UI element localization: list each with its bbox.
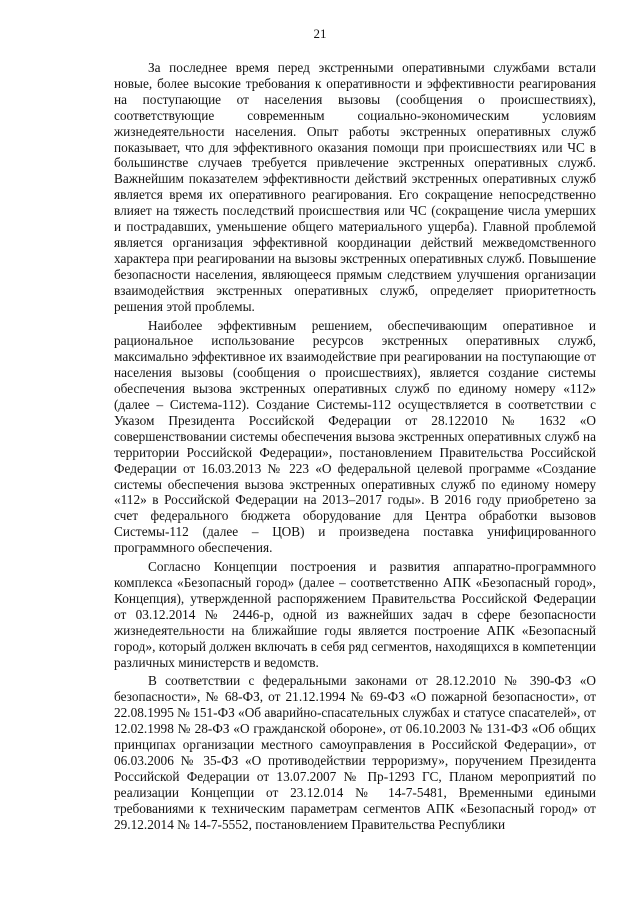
paragraph-system-112: Наиболее эффективным решением, обеспечивающим оперативное и рациональное использование ресурсов экстренных оперативных служб, максимально эффективное их взаимодействие при реагировании на поступающие от населения вызовы (сообщения о происшествиях), является создание системы обеспечения вызова экстренных оперативных служб по единому номеру «112» (далее – Система-112). Создание Системы-112 осуществляется в соответствии с Указом Президента Российской Федерации от 28.122010 № 1632 «О совершенствовании системы обеспечения вызова экстренных оперативных служб на территории Российской Федерации», постановлением Правительства Российской Федерации от 16.03.2013 № 223 «О федеральной целевой программе «Создание системы обеспечения вызова экстренных оперативных служб по единому номеру «112» в Российской Федерации на 2013–2017 годы». В 2016 году приобретено за счет федерального бюджета оборудование для Центра обработки вызовов Системы-112 (далее – ЦОВ) и произведена поставка унифицированного программного обеспечения. (114, 317, 596, 556)
document-body (114, 60, 596, 836)
paragraph-federal-laws: В соответствии с федеральными законами от 28.12.2010 № 390-ФЗ «О безопасности», № 68-ФЗ, от 21.12.1994 № 69-ФЗ «О пожарной безопасности», от 22.08.1995 № 151-ФЗ «Об аварийно-спасательных службах и статусе спасателей», от 12.02.1998 № 28-ФЗ «О гражданской обороне», от 06.10.2003 № 131-ФЗ «Об общих принципах организации местного самоуправления в Российской Федерации», от 06.03.2006 № 35-ФЗ «О противодействии терроризму», поручением Президента Российской Федерации от 13.07.2007 № Пр-1293 ГС, Планом мероприятий по реализации Концепции от 23.12.014 № 14-7-5481, Временными едиными требованиями к техническим параметрам сегментов АПК «Безопасный город» от 29.12.2014 № 14-7-5552, постановлением Правительства Республики (114, 673, 596, 832)
page-number: 21 (313, 26, 327, 41)
paragraph-emergency-services: За последнее время перед экстренными оперативными службами встали новые, более высокие требования к оперативности и эффективности реагирования на поступающие от населения вызовы (сообщения о происшествиях), соответствующие современным социально-экономическим условиям жизнедеятельности населения. Опыт работы экстренных оперативных служб показывает, что для эффективного оказания помощи при происшествиях или ЧС в большинстве случаев требуется привлечение экстренных оперативных служб. Важнейшим показателем эффективности действий экстренных оперативных служб является время их оперативного реагирования. Его сокращение непосредственно влияет на тяжесть последствий происшествия или ЧС (сокращение числа умерших и пострадавших, уменьшение общего материального ущерба). Главной проблемой является организация эффективной координации действий межведомственного характера при реагировании на вызовы экстренных оперативных служб. Повышение безопасности населения, являющееся прямым следствием улучшения организации взаимодействия экстренных оперативных служб, определяет приоритетность решения этой проблемы. (114, 60, 596, 314)
paragraph-safe-city-concept: Согласно Концепции построения и развития аппаратно-программного комплекса «Безопасный город» (далее – соответственно АПК «Безопасный город», Концепция), утвержденной распоряжением Правительства Российской Федерации от 03.12.2014 № 2446-р, одной из важнейших задач в сфере безопасности жизнедеятельности на ближайшие годы является построение АПК «Безопасный город», который должен включать в себя ряд сегментов, находящихся в компетенции различных министерств и ведомств. (114, 559, 596, 670)
